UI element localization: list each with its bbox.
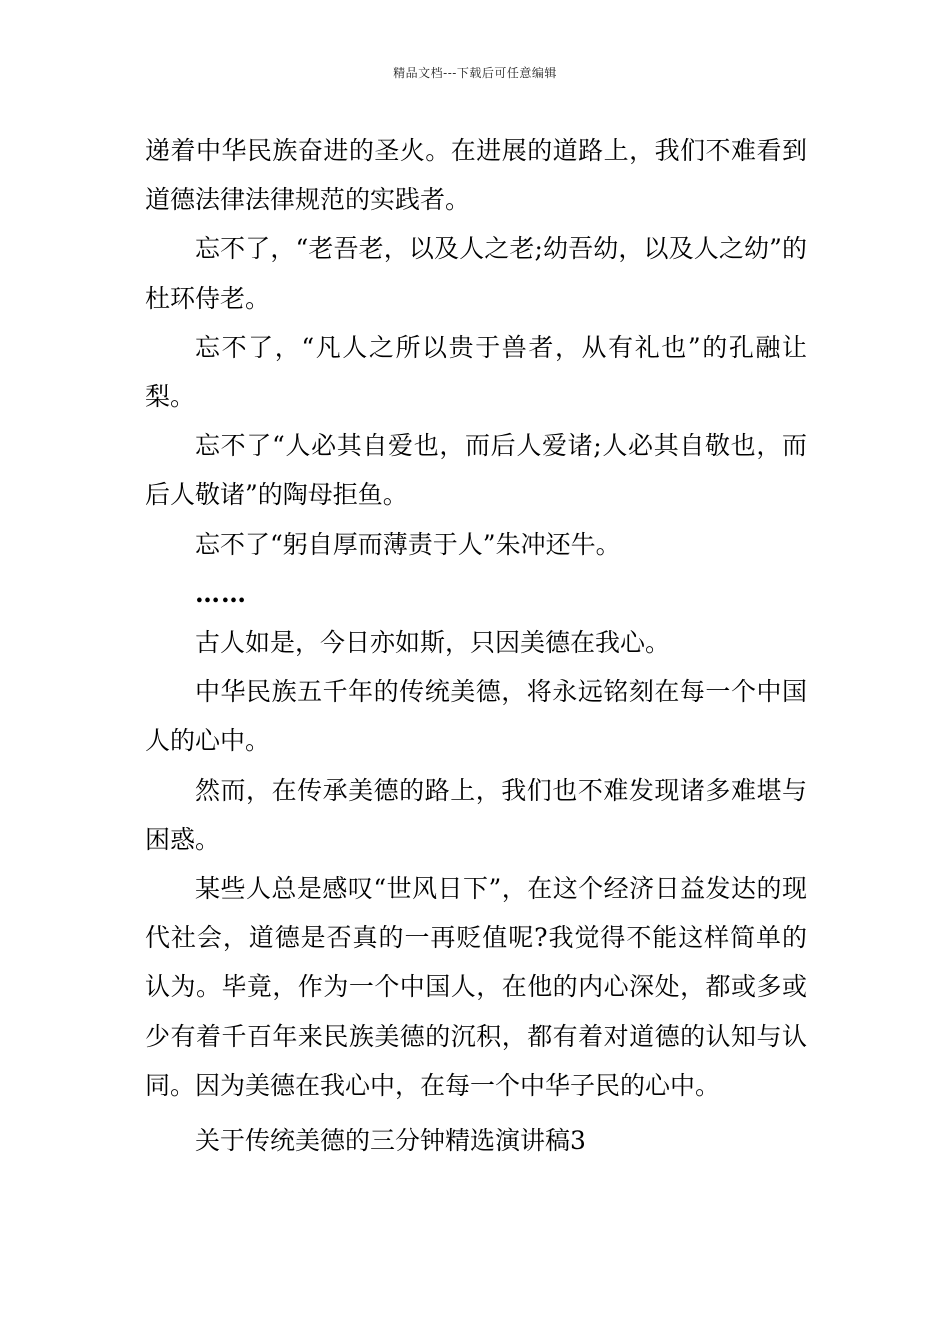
paragraph-ancients: 古人如是，今日亦如斯，只因美德在我心。 — [195, 628, 671, 658]
paragraph-continued: 递着中华民族奋进的圣火。在进展的道路上，我们不难看到道德法律法律规范的实践者。 — [145, 136, 807, 215]
section-title: 关于传统美德的三分钟精选演讲稿3 — [195, 1126, 586, 1156]
paragraph-ellipsis: …… — [195, 578, 247, 608]
page-header: 精品文档---下载后可任意编辑 — [393, 66, 557, 80]
document-body — [145, 126, 807, 1165]
paragraph-zhu-chong: 忘不了“躬自厚而薄责于人”朱冲还牛。 — [195, 529, 621, 559]
paragraph-kong-rong: 忘不了，“凡人之所以贵于兽者，从有礼也”的孔融让梨。 — [145, 332, 807, 412]
paragraph-however: 然而，在传承美德的路上，我们也不难发现诸多难堪与困惑。 — [145, 775, 807, 854]
paragraph-some-people: 某些人总是感叹“世风日下”，在这个经济日益发达的现代社会，道德是否真的一再贬值呢?我觉得不能这样简单的认为。毕竟，作为一个中国人，在他的内心深处，都或多或少有着千百年来民族美德的沉积，都有着对道德的认知与认同。因为美德在我心中，在每一个中华子民的心中。 — [145, 874, 807, 1100]
paragraph-tao-mu: 忘不了“人必其自爱也，而后人爱诸;人必其自敬也，而后人敬诸”的陶母拒鱼。 — [145, 431, 807, 510]
paragraph-du-huan: 忘不了，“老吾老，以及人之老;幼吾幼，以及人之幼”的杜环侍老。 — [145, 234, 807, 313]
paragraph-five-thousand-years: 中华民族五千年的传统美德，将永远铭刻在每一个中国人的心中。 — [145, 677, 807, 756]
